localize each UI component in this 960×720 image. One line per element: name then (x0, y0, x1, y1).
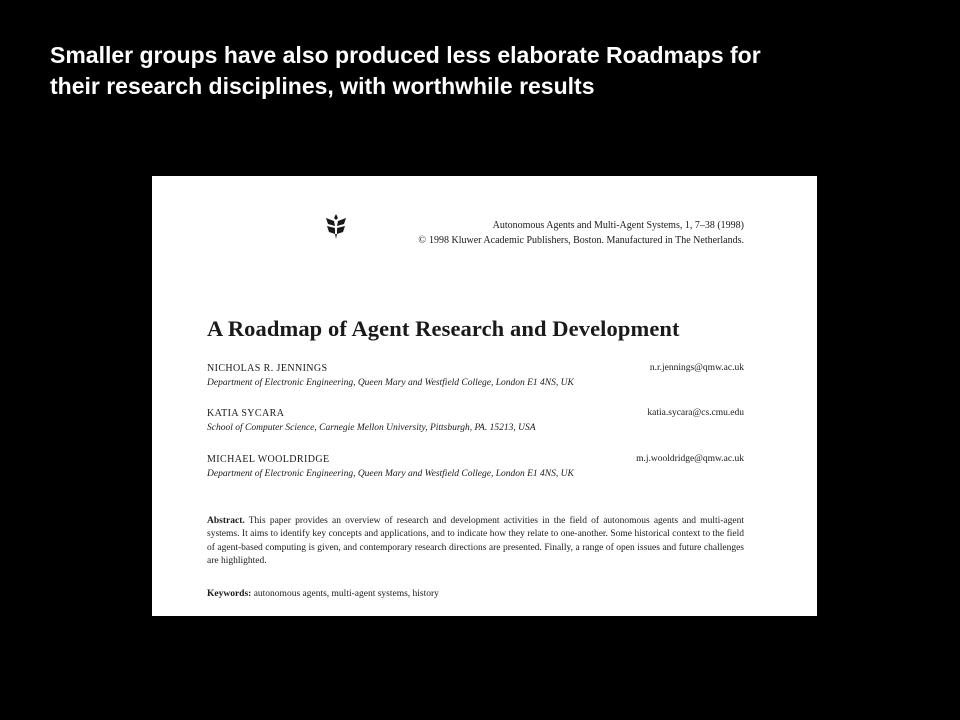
author-block (207, 452, 744, 486)
abstract-label: Abstract. (207, 516, 245, 526)
paper-title: A Roadmap of Agent Research and Development (207, 316, 680, 341)
copyright-symbol: © (418, 235, 426, 246)
author-email: m.j.wooldridge@qmw.ac.uk (636, 454, 744, 464)
abstract (207, 515, 744, 569)
kluwer-logo-icon (324, 212, 348, 240)
author-email: katia.sycara@cs.cmu.edu (647, 408, 744, 418)
paper-image (152, 176, 817, 616)
keywords (207, 589, 439, 599)
journal-header (418, 218, 744, 248)
slide-title (50, 40, 930, 102)
author-block (207, 406, 744, 440)
abstract-text: This paper provides an overview of research and development activities in the field of autonomous agents and multi-agent systems. It aims to identify key concepts and applications, and to indicate how they relate to one-another. Some historical context to the field of agent-based computing is given, and contemporary research directions are presented. Finally, a range of open issues and future challenges are highlighted. (207, 516, 744, 567)
slide-title-line-2: their research disciplines, with worthwhile results (50, 73, 595, 99)
keywords-label: Keywords: (207, 589, 252, 599)
copyright-text: 1998 Kluwer Academic Publishers, Boston. Manufactured in The Netherlands. (428, 235, 744, 246)
author-email: n.r.jennings@qmw.ac.uk (649, 363, 744, 373)
author-name: MICHAEL WOOLDRIDGE (207, 454, 330, 465)
author-name: NICHOLAS R. JENNINGS (207, 363, 328, 374)
author-affiliation: Department of Electronic Engineering, Queen Mary and Westfield College, London E1 4NS, UK (207, 378, 574, 388)
author-affiliation: School of Computer Science, Carnegie Mellon University, Pittsburgh, PA. 15213, USA (207, 423, 536, 433)
keywords-text: autonomous agents, multi-agent systems, history (253, 589, 439, 599)
slide-title-line-1: Smaller groups have also produced less elaborate Roadmaps for (50, 42, 761, 68)
author-name: KATIA SYCARA (207, 408, 285, 419)
copyright-line (418, 233, 744, 248)
author-affiliation: Department of Electronic Engineering, Queen Mary and Westfield College, London E1 4NS, UK (207, 469, 574, 479)
author-block (207, 361, 744, 395)
journal-line: Autonomous Agents and Multi-Agent Systems, 1, 7–38 (1998) (492, 220, 744, 231)
